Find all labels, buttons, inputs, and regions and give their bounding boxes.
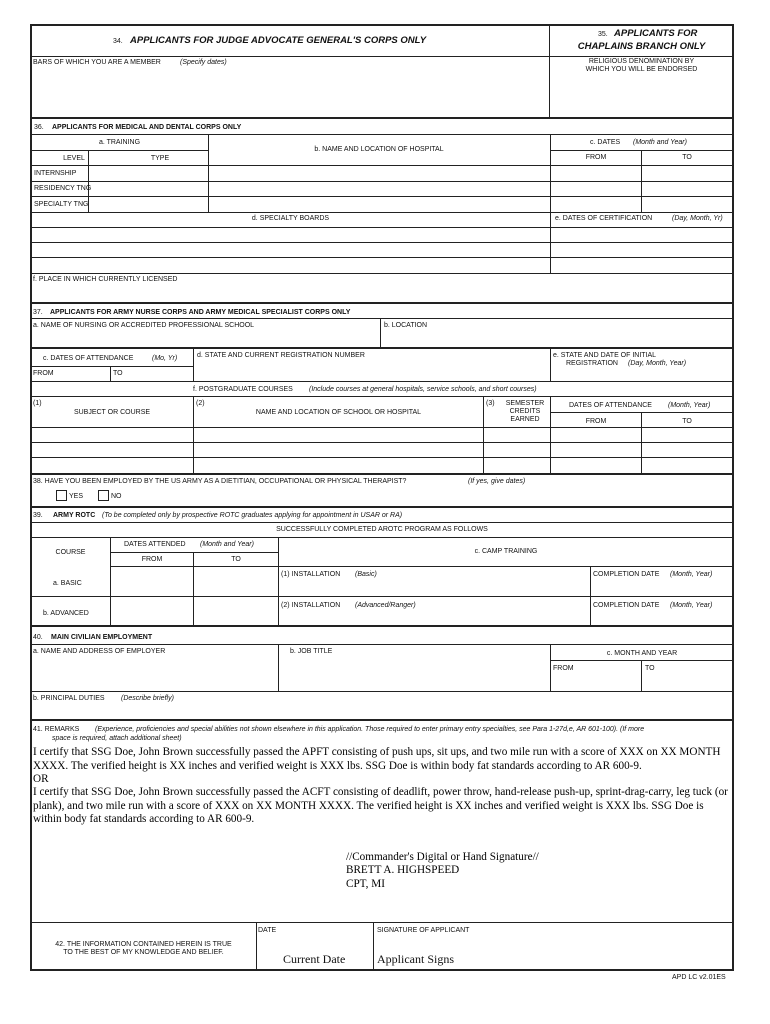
s39-number: 39. bbox=[33, 512, 43, 519]
s37-line-4 bbox=[30, 381, 733, 382]
s40-to: TO bbox=[645, 665, 655, 672]
s39-line-dates bbox=[110, 552, 278, 553]
s39-advanced: b. ADVANCED bbox=[43, 610, 89, 617]
s35-sub-2: WHICH YOU WILL BE ENDORSED bbox=[585, 66, 698, 73]
s40-employer: a. NAME AND ADDRESS OF EMPLOYER bbox=[33, 648, 166, 655]
s36-to: TO bbox=[682, 154, 692, 161]
s36-licensed: f. PLACE IN WHICH CURRENTLY LICENSED bbox=[33, 276, 178, 283]
s37-number: 37. bbox=[33, 309, 43, 316]
s34-bars-hint: (Specify dates) bbox=[180, 59, 227, 66]
s41-hint-2: space is required, attach additional sheet) bbox=[52, 735, 182, 742]
s37-doa: DATES OF ATTENDANCE bbox=[569, 402, 652, 409]
s37-initial-1: e. STATE AND DATE OF INITIAL bbox=[553, 352, 657, 359]
s39-v-course bbox=[110, 537, 111, 625]
s42-date-value[interactable]: Current Date bbox=[283, 952, 346, 966]
remarks-para-2[interactable]: I certify that SSG Doe, John Brown successfully passed the ACFT consisting of deadlift, power throw, hand-release push-up, sprint-drag-carry, leg tuck (or plank), and two mile run with a score of XXX on XX MONTH XXXX. The verified height is XX inches and verified weight is XXX lbs. SSG Doe is within body fat standards according to AR 600-9. bbox=[33, 786, 728, 825]
s37-v-state bbox=[193, 347, 194, 381]
s37-c1: (1) bbox=[33, 400, 42, 407]
s38-bottom bbox=[30, 506, 733, 508]
s37-sem-1: SEMESTER bbox=[505, 400, 545, 407]
s37-v-location bbox=[380, 318, 381, 348]
s40-duties-hint: (Describe briefly) bbox=[121, 695, 174, 702]
s42-text-2: TO THE BEST OF MY KNOWLEDGE AND BELIEF. bbox=[63, 949, 224, 956]
s39-from: FROM bbox=[141, 556, 163, 563]
s36-line-2 bbox=[30, 165, 733, 166]
s36-line-training bbox=[30, 150, 208, 151]
s35-number: 35. bbox=[598, 31, 608, 38]
s40-bottom bbox=[30, 719, 733, 721]
s36-line-9 bbox=[30, 273, 733, 274]
s40-title: MAIN CIVILIAN EMPLOYMENT bbox=[51, 634, 153, 641]
s37-c3: (3) bbox=[486, 400, 495, 407]
s36-row-internship: INTERNSHIP bbox=[34, 170, 77, 177]
s34-bottom bbox=[30, 117, 733, 119]
frame-bottom bbox=[30, 969, 734, 971]
s37-line-5 bbox=[30, 396, 733, 397]
s36-dates-hint: (Month and Year) bbox=[633, 139, 687, 146]
s36-bottom bbox=[30, 302, 733, 304]
s42-v-sig bbox=[373, 922, 374, 970]
s36-line-6 bbox=[30, 227, 733, 228]
s38-question: 38. HAVE YOU BEEN EMPLOYED BY THE US ARMY AS A DIETITIAN, OCCUPATIONAL OR PHYSICAL THERAPIST? bbox=[33, 478, 407, 485]
s39-basic: a. BASIC bbox=[53, 580, 82, 587]
s39-to: TO bbox=[231, 556, 241, 563]
commander-signature: //Commander's Digital or Hand Signature// bbox=[346, 851, 539, 863]
s37-sem-2: CREDITS bbox=[509, 408, 541, 415]
s37-post: f. POSTGRADUATE COURSES bbox=[193, 386, 293, 393]
s39-comp2: COMPLETION DATE bbox=[593, 602, 660, 609]
s39-camp: c. CAMP TRAINING bbox=[474, 548, 538, 555]
s34-bars-label: BARS OF WHICH YOU ARE A MEMBER bbox=[33, 59, 161, 66]
s37-doa-hint: (Month, Year) bbox=[668, 402, 711, 409]
s39-comp1-hint: (Month, Year) bbox=[670, 571, 713, 578]
s36-level: LEVEL bbox=[63, 155, 85, 162]
s36-from: FROM bbox=[585, 154, 607, 161]
s36-line-1 bbox=[30, 134, 733, 135]
s37-line-1 bbox=[30, 318, 733, 319]
s40-month: c. MONTH AND YEAR bbox=[606, 650, 678, 657]
s42-v-date bbox=[256, 922, 257, 970]
form-version: APD LC v2.01ES bbox=[672, 974, 726, 981]
s42-date-label: DATE bbox=[258, 927, 277, 934]
s37-line-6 bbox=[30, 427, 733, 428]
s36-row-specialty: SPECIALTY TNG bbox=[34, 201, 89, 208]
s39-inst2-hint: (Advanced/Ranger) bbox=[355, 602, 416, 609]
s39-line-3 bbox=[110, 566, 733, 567]
s39-inst1-hint: (Basic) bbox=[355, 571, 377, 578]
s38-yes-label: YES bbox=[69, 493, 84, 500]
s37-post-hint: (Include courses at general hospitals, service schools, and short courses) bbox=[309, 386, 537, 393]
s36-cert-hint: (Day, Month, Yr) bbox=[672, 215, 723, 222]
s37-v-3 bbox=[483, 396, 484, 474]
s39-bottom bbox=[30, 625, 733, 627]
s40-from: FROM bbox=[553, 665, 574, 672]
s36-hospital: b. NAME AND LOCATION OF HOSPITAL bbox=[314, 146, 444, 153]
frame-top bbox=[30, 24, 734, 26]
s37-to2: TO bbox=[682, 418, 692, 425]
s37-v-from bbox=[110, 366, 111, 381]
s37-attend-hint: (Mo, Yr) bbox=[152, 355, 178, 362]
s37-line-3 bbox=[30, 366, 193, 367]
s36-line-5 bbox=[30, 212, 733, 213]
s34-title: APPLICANTS FOR JUDGE ADVOCATE GENERAL'S CORPS ONLY bbox=[130, 35, 427, 46]
s40-number: 40. bbox=[33, 634, 43, 641]
s35-title-2: CHAPLAINS BRANCH ONLY bbox=[577, 41, 706, 52]
s36-type: TYPE bbox=[150, 155, 170, 162]
s36-cert: e. DATES OF CERTIFICATION bbox=[555, 215, 653, 222]
s36-number: 36. bbox=[34, 124, 44, 131]
s42-sig-value[interactable]: Applicant Signs bbox=[377, 952, 454, 966]
s42-top bbox=[30, 922, 733, 923]
commander-rank: CPT, MI bbox=[346, 878, 385, 890]
s40-line-1 bbox=[30, 644, 733, 645]
s35-title-1: APPLICANTS FOR bbox=[614, 28, 698, 39]
s37-subject: SUBJECT OR COURSE bbox=[73, 409, 151, 416]
bars-field[interactable] bbox=[31, 70, 548, 116]
s34-header-line bbox=[30, 56, 733, 57]
s39-inst1: (1) INSTALLATION bbox=[281, 571, 341, 578]
s39-title: ARMY ROTC bbox=[53, 512, 96, 519]
commander-name: BRETT A. HIGHSPEED bbox=[346, 864, 460, 876]
s37-v-2 bbox=[193, 396, 194, 474]
s39-dates-hint: (Month and Year) bbox=[200, 541, 254, 548]
s37-c2: (2) bbox=[196, 400, 205, 407]
s37-sem-3: EARNED bbox=[510, 416, 540, 423]
s37-v-initial bbox=[550, 347, 551, 381]
s39-line-1 bbox=[30, 522, 733, 523]
s38-no-label: NO bbox=[111, 493, 122, 500]
s40-duties: b. PRINCIPAL DUTIES bbox=[33, 695, 105, 702]
s40-line-2 bbox=[30, 691, 733, 692]
s37-to: TO bbox=[113, 370, 123, 377]
s36-title: APPLICANTS FOR MEDICAL AND DENTAL CORPS ONLY bbox=[52, 124, 242, 131]
s39-comp2-hint: (Month, Year) bbox=[670, 602, 713, 609]
s36-dates: c. DATES bbox=[590, 139, 621, 146]
s37-school2: NAME AND LOCATION OF SCHOOL OR HOSPITAL bbox=[255, 409, 422, 416]
s36-line-7 bbox=[30, 242, 733, 243]
s34-number: 34. bbox=[113, 38, 123, 45]
s40-v-job bbox=[278, 644, 279, 691]
s35-sub-1: RELIGIOUS DENOMINATION BY bbox=[588, 58, 695, 65]
s37-school: a. NAME OF NURSING OR ACCREDITED PROFESSIONAL SCHOOL bbox=[33, 322, 255, 329]
s42-text-1: 42. THE INFORMATION CONTAINED HEREIN IS TRUE bbox=[55, 941, 232, 948]
s39-dates: DATES ATTENDED bbox=[124, 541, 186, 548]
s39-line-4 bbox=[30, 596, 733, 597]
s36-boards: d. SPECIALTY BOARDS bbox=[251, 215, 330, 222]
s39-course: COURSE bbox=[55, 549, 86, 556]
s38-yes-checkbox[interactable] bbox=[56, 490, 67, 501]
s37-bottom bbox=[30, 473, 733, 475]
s37-state: d. STATE AND CURRENT REGISTRATION NUMBER bbox=[197, 352, 365, 359]
s36-line-8 bbox=[30, 257, 733, 258]
s41-label: 41. REMARKS bbox=[33, 726, 80, 733]
s37-location: b. LOCATION bbox=[384, 322, 428, 329]
s38-no-checkbox[interactable] bbox=[98, 490, 109, 501]
s39-line-2 bbox=[30, 537, 733, 538]
s42-sig-label: SIGNATURE OF APPLICANT bbox=[377, 927, 470, 934]
remarks-or: OR bbox=[33, 773, 49, 785]
s37-initial-2: REGISTRATION bbox=[566, 360, 618, 367]
s36-training: a. TRAINING bbox=[98, 139, 141, 146]
s36-line-3 bbox=[30, 181, 733, 182]
s37-initial-hint: (Day, Month, Year) bbox=[628, 360, 687, 367]
s40-v-from bbox=[641, 660, 642, 691]
s39-hint: (To be completed only by prospective ROTC graduates applying for appointment in USAR or RA) bbox=[102, 512, 403, 519]
s37-attend: c. DATES OF ATTENDANCE bbox=[43, 355, 134, 362]
remarks-para-1[interactable]: I certify that SSG Doe, John Brown successfully passed the APFT consisting of push ups, sit ups, and two mile run with a score of XXX on XX MONTH XXXX. The verified height is XX inches and verified weight is XXX lbs. SSG Doe is within body fat standards according to AR 600-9. bbox=[33, 746, 721, 772]
denomination-field[interactable] bbox=[550, 76, 732, 116]
s37-from2: FROM bbox=[585, 418, 607, 425]
s40-job: b. JOB TITLE bbox=[290, 648, 333, 655]
s37-title: APPLICANTS FOR ARMY NURSE CORPS AND ARMY MEDICAL SPECIALIST CORPS ONLY bbox=[50, 309, 351, 316]
s37-line-8 bbox=[30, 457, 733, 458]
s37-line-2 bbox=[30, 347, 733, 349]
s39-inst2: (2) INSTALLATION bbox=[281, 602, 341, 609]
s37-line-doa bbox=[550, 412, 733, 413]
s37-line-7 bbox=[30, 442, 733, 443]
s39-success: SUCCESSFULLY COMPLETED AROTC PROGRAM AS FOLLOWS bbox=[276, 526, 488, 533]
s36-row-residency: RESIDENCY TNG bbox=[34, 185, 92, 192]
s39-comp1: COMPLETION DATE bbox=[593, 571, 660, 578]
s38-hint: (If yes, give dates) bbox=[468, 478, 526, 485]
s37-from: FROM bbox=[33, 370, 54, 377]
s36-line-4 bbox=[30, 196, 733, 197]
s41-hint-1: (Experience, proficiencies and special abilities not shown elsewhere in this application. Those required to enter primary entry specialties, see Para 1-27d,e, AR 601-100). (If more bbox=[95, 726, 645, 733]
